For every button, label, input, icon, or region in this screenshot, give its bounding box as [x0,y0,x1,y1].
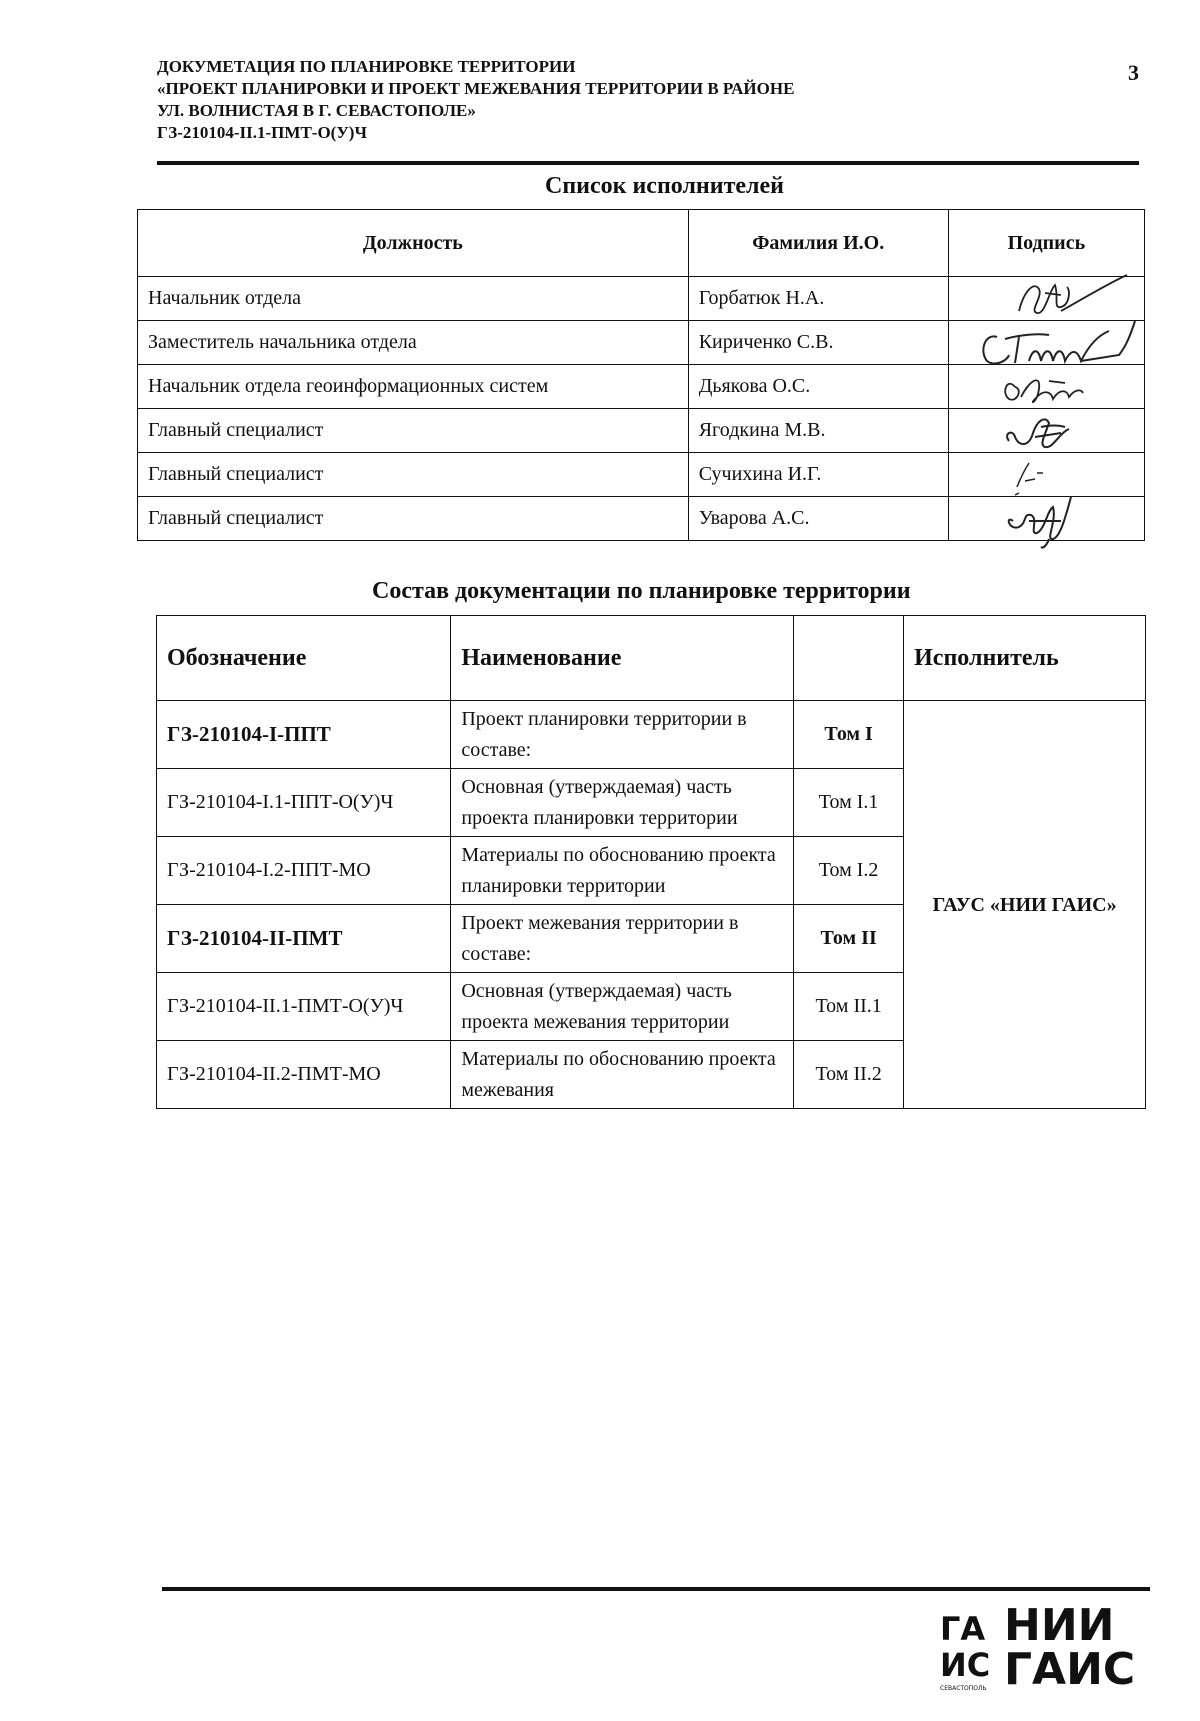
logo-caption: СЕВАСТОПОЛЬ [940,1685,987,1692]
column-header-volume [794,616,904,701]
table-row [138,453,1145,497]
header-line-1: ДОКУМЕТАЦИЯ ПО ПЛАНИРОВКЕ ТЕРРИТОРИИ [157,57,576,76]
signature-cell [948,277,1144,321]
logo-text-top: НИИ [1004,1600,1115,1651]
page-number: 3 [1128,60,1139,85]
column-header-code: Обозначение [157,616,451,701]
handwritten-signature [949,491,1145,547]
name-cell: Уварова А.С. [688,497,948,541]
column-header-name: Фамилия И.О. [688,210,948,277]
performers-title: Список исполнителей [545,173,784,199]
name-cell: Дьякова О.С. [688,365,948,409]
table-row [138,277,1145,321]
table-row [157,701,1146,769]
column-header-position: Должность [138,210,689,277]
signature-cell [948,365,1144,409]
composition-table [156,615,1146,1109]
code-cell: ГЗ-210104-II.1-ПМТ-О(У)Ч [157,973,451,1041]
executor-cell: ГАУС «НИИ ГАИС» [904,701,1146,1109]
name-cell: Горбатюк Н.А. [688,277,948,321]
performers-header-row [138,210,1145,277]
code-cell: ГЗ-210104-I.2-ППТ-МО [157,837,451,905]
title-cell: Проект планировки территории в составе: [451,701,794,769]
column-header-title: Наименование [451,616,794,701]
name-cell: Кириченко С.В. [688,321,948,365]
volume-cell: Том I.2 [794,837,904,905]
document-header [157,56,1057,144]
column-header-signature: Подпись [948,210,1144,277]
logo-text-bottom: ГАИС [1004,1644,1136,1694]
code-cell: ГЗ-210104-I.1-ППТ-О(У)Ч [157,769,451,837]
volume-cell: Том I.1 [794,769,904,837]
composition-title: Состав документации по планировке территории [372,578,911,604]
header-line-2: «ПРОЕКТ ПЛАНИРОВКИ И ПРОЕКТ МЕЖЕВАНИЯ ТЕРРИТОРИИ В РАЙОНЕ [157,79,795,98]
name-cell: Сучихина И.Г. [688,453,948,497]
volume-cell: Том II.2 [794,1041,904,1109]
footer-divider [162,1587,1150,1591]
performers-table [137,209,1145,541]
title-cell: Проект межевания территории в составе: [451,905,794,973]
position-cell: Заместитель начальника отдела [138,321,689,365]
title-cell: Материалы по обоснованию проекта межевания [451,1041,794,1109]
code-cell: ГЗ-210104-II.2-ПМТ-МО [157,1041,451,1109]
signature-cell [948,497,1144,541]
position-cell: Начальник отдела [138,277,689,321]
name-cell: Ягодкина М.В. [688,409,948,453]
table-row [138,365,1145,409]
header-line-4: ГЗ-210104-II.1-ПМТ-О(У)Ч [157,123,367,142]
position-cell: Начальник отдела геоинформационных систем [138,365,689,409]
signature-cell [948,409,1144,453]
title-cell: Основная (утверждаемая) часть проекта планировки территории [451,769,794,837]
position-cell: Главный специалист [138,497,689,541]
nii-gais-logo [940,1598,1140,1694]
logo-mark-bottom: ИС [940,1646,991,1684]
position-cell: Главный специалист [138,453,689,497]
header-line-3: УЛ. ВОЛНИСТАЯ В Г. СЕВАСТОПОЛЕ» [157,101,476,120]
logo-mark-top: ГА [940,1610,986,1648]
column-header-executor: Исполнитель [904,616,1146,701]
volume-cell: Том II.1 [794,973,904,1041]
code-cell: ГЗ-210104-II-ПМТ [157,905,451,973]
table-row [138,409,1145,453]
signature-cell [948,453,1144,497]
signature-cell [948,321,1144,365]
title-cell: Материалы по обоснованию проекта планировки территории [451,837,794,905]
volume-cell: Том II [794,905,904,973]
position-cell: Главный специалист [138,409,689,453]
table-row [138,321,1145,365]
code-cell: ГЗ-210104-I-ППТ [157,701,451,769]
composition-header-row [157,616,1146,701]
table-row [138,497,1145,541]
title-cell: Основная (утверждаемая) часть проекта межевания территории [451,973,794,1041]
header-divider [157,161,1139,165]
volume-cell: Том I [794,701,904,769]
